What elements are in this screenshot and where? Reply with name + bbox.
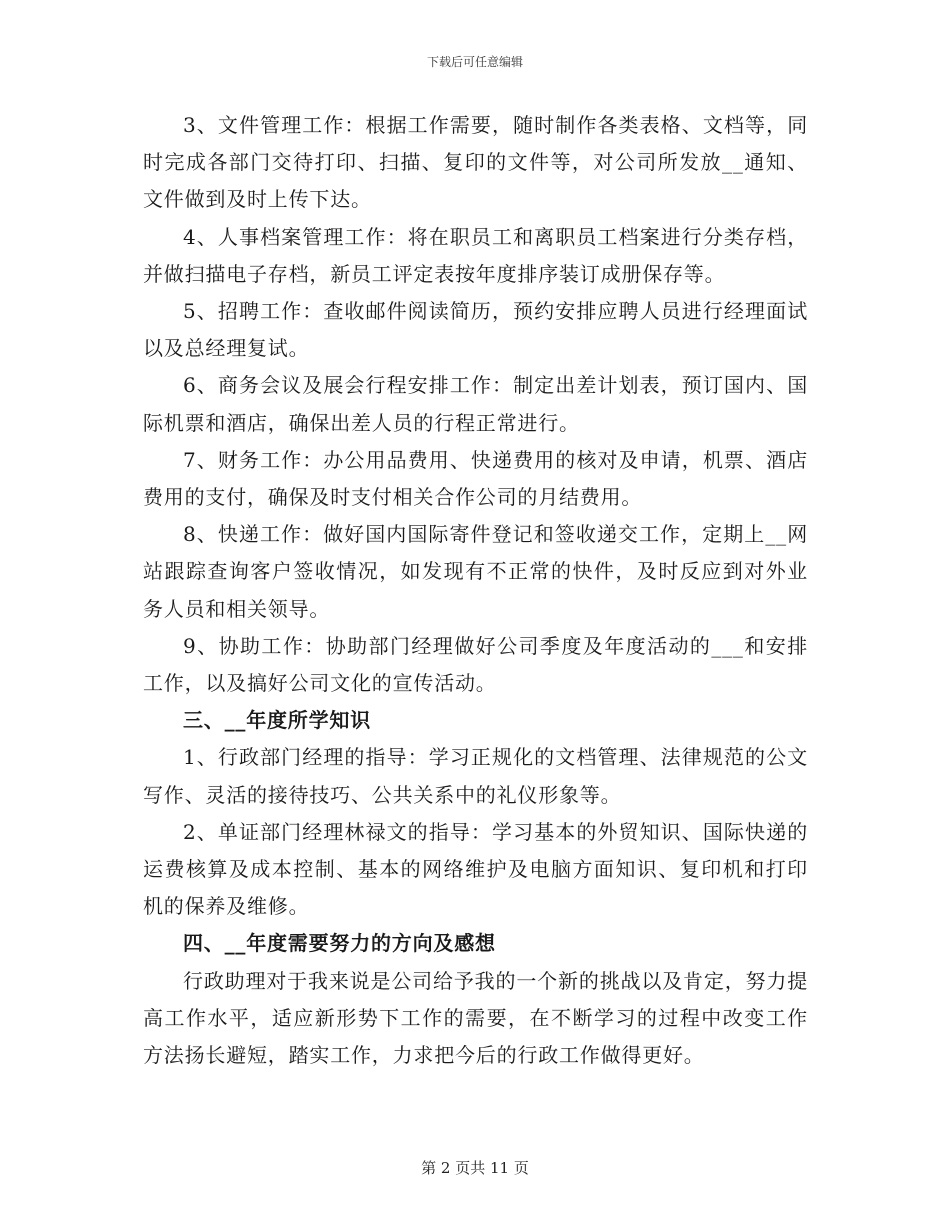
- page-header: 下载后可任意编辑: [426, 55, 523, 69]
- paragraph-admin-guidance: 1、行政部门经理的指导：学习正规化的文档管理、法律规范的公文写作、灵活的接待技巧、公共关系中的礼仪形象等。: [143, 745, 808, 807]
- page-number-footer: 第 2 页共 11 页: [421, 1159, 529, 1177]
- paragraph-personnel-archives: 4、人事档案管理工作：将在职员工和离职员工档案进行分类存档，并做扫描电子存档，新员工评定表按年度排序装订成册保存等。: [143, 224, 808, 286]
- paragraph-documents-guidance: 2、单证部门经理林禄文的指导：学习基本的外贸知识、国际快递的运费核算及成本控制、基本的网络维护及电脑方面知识、复印机和打印机的保养及维修。: [143, 819, 808, 919]
- paragraph-assistance: 9、协助工作：协助部门经理做好公司季度及年度活动的___和安排工作，以及搞好公司文化的宣传活动。: [143, 633, 808, 696]
- section-heading-direction: 四、__年度需要努力的方向及感想: [183, 931, 496, 956]
- section-heading-knowledge: 三、__年度所学知识: [183, 708, 371, 733]
- paragraph-express-delivery: 8、快递工作：做好国内国际寄件登记和签收递交工作，定期上__网站跟踪查询客户签收情况，如发现有不正常的快件，及时反应到对外业务人员和相关领导。: [143, 522, 808, 621]
- paragraph-reflection: 行政助理对于我来说是公司给予我的一个新的挑战以及肯定，努力提高工作水平，适应新形势下工作的需要，在不断学习的过程中改变工作方法扬长避短，踏实工作，力求把今后的行政工作做得更好。: [143, 968, 808, 1068]
- paragraph-finance: 7、财务工作：办公用品费用、快递费用的核对及申请，机票、酒店费用的支付，确保及时支付相关合作公司的月结费用。: [143, 447, 808, 510]
- paragraph-recruitment: 5、招聘工作：查收邮件阅读简历，预约安排应聘人员进行经理面试以及总经理复试。: [143, 299, 808, 361]
- paragraph-file-management: 3、文件管理工作：根据工作需要，随时制作各类表格、文档等，同时完成各部门交待打印、扫描、复印的文件等，对公司所发放__通知、文件做到及时上传下达。: [143, 113, 808, 212]
- paragraph-business-travel: 6、商务会议及展会行程安排工作：制定出差计划表，预订国内、国际机票和酒店，确保出差人员的行程正常进行。: [143, 373, 808, 435]
- document-body: [143, 107, 808, 1074]
